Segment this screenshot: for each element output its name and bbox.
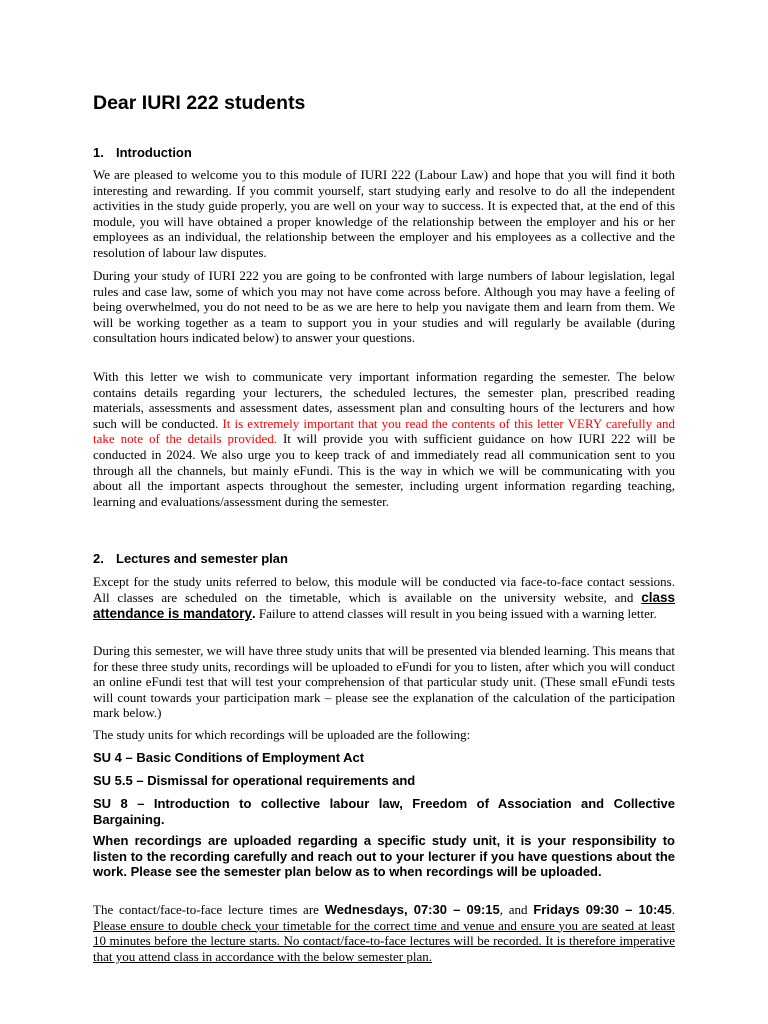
study-unit-item: SU 8 – Introduction to collective labour law, Freedom of Association and Collective Bargaining. [93, 796, 675, 827]
lectures-paragraph-2: During this semester, we will have three study units that will be presented via blended learning. This means that for these three study units, recordings will be uploaded to eFundi for you to listen, after which you will conduct an online eFundi test that will test your comprehension of that particular study unit. (These small eFundi tests will count towards your participation mark – please see the explanation of the calculation of the participation mark below.) [93, 643, 675, 721]
intro-paragraph-3-rest: It will provide you with sufficient guidance on how IURI 222 will be conducted in 2024. We also urge you to keep track of and immediately read all communication sent to you through all the channels, but mainly eFundi. This is the way in which we will be communicating with you about all the important aspects throughout the semester, including urgent information regarding teaching, learning and evaluations/assessment during the semester. [93, 431, 675, 509]
lectures-paragraph-1-text: Except for the study units referred to below, this module will be conducted via face-to-face contact sessions. All classes are scheduled on the timetable, which is available on the university website, and [93, 574, 675, 605]
lecture-times-paragraph [93, 902, 675, 964]
lecture-times-period: . [671, 902, 675, 917]
intro-paragraph-2: During your study of IURI 222 you are going to be confronted with large numbers of labour legislation, legal rules and case law, some of which you may not have come across before. Although you may have a feeling of being overwhelmed, you do not need to be as we are here to help you navigate them and learn from them. We will be working together as a team to support you in your studies and will regularly be available (during consultation hours indicated below) to answer your questions. [93, 268, 675, 346]
lecture-time-wednesday: Wednesdays, 07:30 – 09:15 [324, 902, 500, 917]
section-title: Introduction [116, 145, 192, 160]
section-heading-lectures [93, 551, 288, 566]
attendance-mandatory: class attendance is mandatory [93, 590, 675, 621]
intro-paragraph-3-text: With this letter we wish to communicate very important information regarding the semester. The below contains details regarding your lecturers, the scheduled lectures, the semester plan, prescribed reading materials, assessments and assessment dates, assessment plan and consulting hours of the lecturers and how such will be conducted. [93, 369, 675, 431]
intro-paragraph-3 [93, 369, 675, 509]
lecture-times-and: , and [499, 902, 534, 917]
lectures-paragraph-3: The study units for which recordings will be uploaded are the following: [93, 727, 471, 742]
section-number: 2. [93, 551, 104, 566]
lecture-time-friday: Fridays 09:30 – 10:45 [533, 902, 672, 917]
letter-title: Dear IURI 222 students [93, 92, 306, 114]
lecture-times-intro: The contact/face-to-face lecture times are [93, 902, 325, 917]
lectures-paragraph-1-rest: Failure to attend classes will result in you being issued with a warning letter. [255, 606, 657, 621]
intro-paragraph-1: We are pleased to welcome you to this module of IURI 222 (Labour Law) and hope that you will find it both interesting and rewarding. If you commit yourself, start studying early and resolve to do all the independent activities in the study guide properly, you are well on your way to success. It is expected that, at the end of this module, you will have obtained a proper knowledge of the relationship between the employer and his or her employees as an individual, the relationship between the employer and his employees as a collective and the resolution of labour law disputes. [93, 167, 675, 260]
section-number: 1. [93, 145, 104, 160]
attendance-period: . [252, 606, 256, 621]
important-notice: It is extremely important that you read the contents of this letter VERY carefully and take note of the details provided. [93, 415, 675, 447]
study-unit-item: SU 5.5 – Dismissal for operational requirements and [93, 773, 416, 788]
study-unit-item: SU 4 – Basic Conditions of Employment Act [93, 750, 365, 765]
section-title: Lectures and semester plan [116, 551, 288, 566]
timetable-instruction: Please ensure to double check your timetable for the correct time and venue and ensure you are seated at least 10 minutes before the lecture starts. No contact/face-to-face lectures will be recorded. It is therefore imperative that you attend class in accordance with the below semester plan. [93, 917, 675, 964]
responsibility-notice: When recordings are uploaded regarding a specific study unit, it is your responsibility to listen to the recording carefully and reach out to your lecturer if you have questions about the work. Please see the semester plan below as to when recordings will be uploaded. [93, 833, 675, 880]
lectures-paragraph-1 [93, 574, 675, 622]
section-heading-introduction [93, 145, 192, 160]
